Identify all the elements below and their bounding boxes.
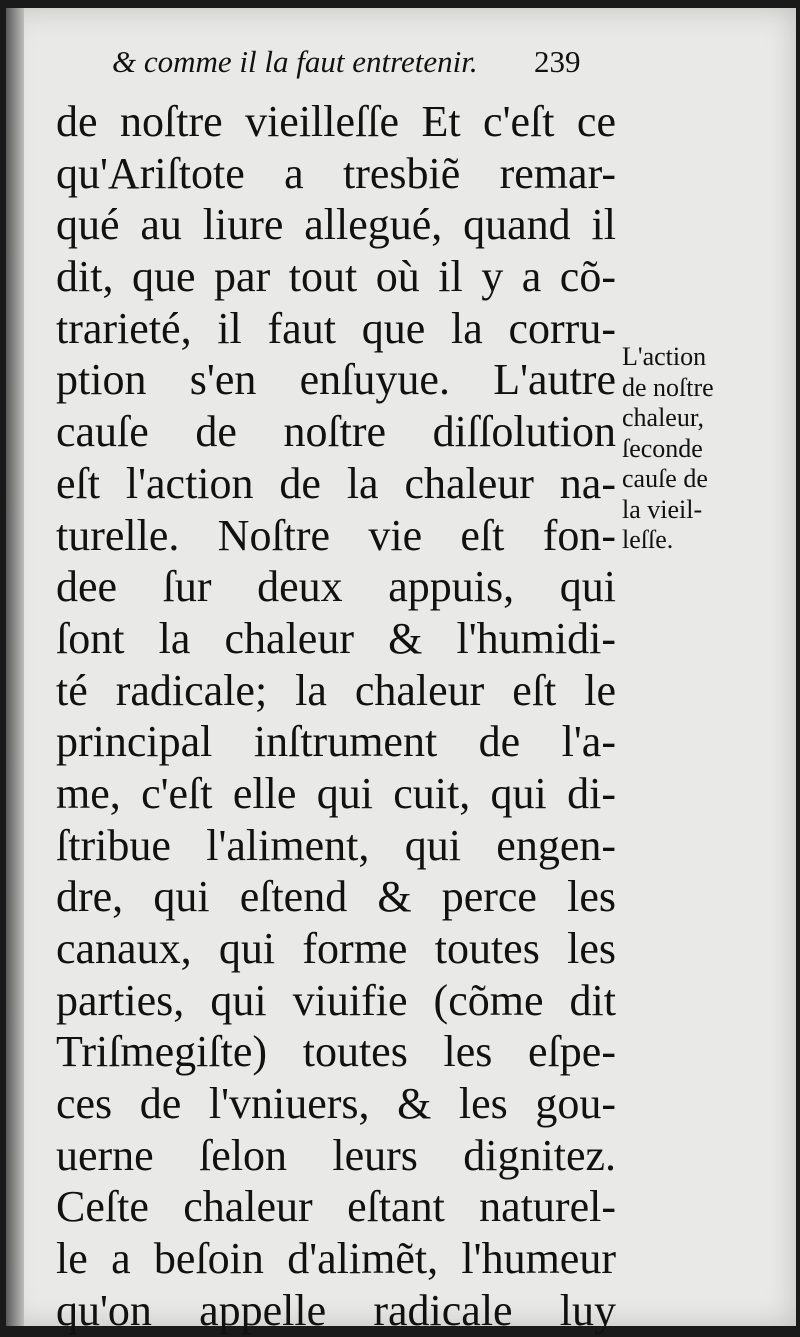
text-line: turelle. Noſtre vie eſt fon- bbox=[56, 510, 616, 560]
page-number: 239 bbox=[534, 44, 581, 79]
margin-note-line: ſeconde bbox=[622, 433, 703, 463]
text-line: me, c'eſt elle qui cuit, qui di- bbox=[56, 768, 616, 818]
text-line: canaux, qui forme toutes les bbox=[56, 924, 616, 973]
running-title: & comme il la faut entretenir. bbox=[112, 44, 478, 79]
text-line: eſt l'action de la chaleur na- bbox=[56, 458, 616, 508]
text-line: le a beſoin d'alimẽt, l'humeur bbox=[56, 1234, 616, 1284]
text-line: qu'Ariſtote a tresbiẽ remar- bbox=[56, 148, 616, 198]
text-line: parties, qui viuifie (cõme dit bbox=[56, 975, 616, 1025]
text-line: dee ſur deux appuis, qui bbox=[56, 562, 616, 612]
margin-note-line: de noſtre bbox=[622, 372, 714, 402]
text-line: dre, qui eſtend & perce les bbox=[56, 872, 616, 922]
margin-note-line: cauſe de bbox=[622, 464, 708, 493]
text-line: qué au liure allegué, quand il bbox=[56, 200, 616, 250]
margin-note-line: L'action bbox=[622, 342, 707, 371]
text-line: té radicale; la chaleur eſt le bbox=[56, 665, 616, 715]
margin-note-line: la vieil- bbox=[622, 494, 703, 524]
margin-note-line: leſſe. bbox=[622, 525, 674, 554]
text-line: dit, que par tout où il y a cõ- bbox=[56, 252, 616, 302]
text-line: ſont la chaleur & l'humidi- bbox=[56, 613, 616, 663]
text-line: Ceſte chaleur eſtant naturel- bbox=[56, 1182, 616, 1232]
body-text bbox=[56, 96, 616, 1337]
margin-note-line: chaleur, bbox=[622, 403, 704, 432]
text-line: ſtribue l'aliment, qui engen- bbox=[56, 820, 616, 870]
margin-note bbox=[622, 342, 772, 556]
text-line: principal inſtrument de l'a- bbox=[56, 717, 616, 767]
text-line: ces de l'vniuers, & les gou- bbox=[56, 1079, 616, 1129]
text-line: qu'on appelle radicale luy bbox=[56, 1285, 616, 1335]
page-gutter bbox=[6, 8, 24, 1326]
text-line: ption s'en enſuyue. L'autre bbox=[56, 355, 616, 405]
text-line: trarieté, il faut que la corru- bbox=[56, 303, 616, 353]
text-line: de noſtre vieilleſſe Et c'eſt ce bbox=[56, 97, 616, 146]
text-line: Triſmegiſte) toutes les eſpe- bbox=[56, 1027, 616, 1077]
text-line: uerne ſelon leurs dignitez. bbox=[56, 1130, 616, 1180]
page-header bbox=[0, 44, 800, 94]
text-line: cauſe de noſtre diſſolution bbox=[56, 407, 616, 457]
